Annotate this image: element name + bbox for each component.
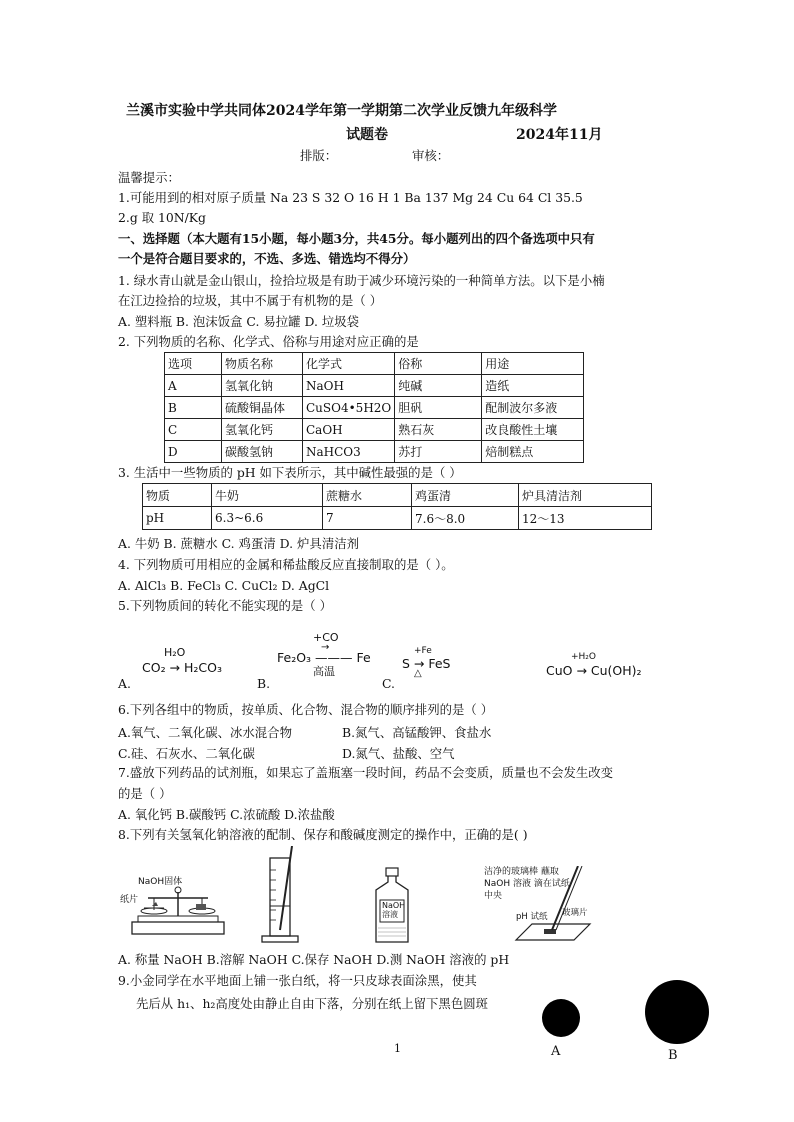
tips-line-1: 1.可能用到的相对原子质量 Na 23 S 32 O 16 H 1 Ba 137 Mg 24 Cu 64 Cl 35.5 <box>118 190 583 205</box>
q5-stem: 5.下列物质间的转化不能实现的是（ ） <box>118 598 333 613</box>
q6-option-c: C.硅、石灰水、二氧化碳 <box>118 746 255 761</box>
table-cell: 改良酸性土壤 <box>482 419 584 441</box>
q4-stem: 4. 下列物质可用相应的金属和稀盐酸反应直接制取的是（ ）。 <box>118 557 454 572</box>
q5-d-equation: CuO → Cu(OH)₂ <box>546 663 642 678</box>
table-cell: 氢氧化钙 <box>222 419 303 441</box>
table-row <box>165 419 584 441</box>
table-cell: 物质名称 <box>222 353 303 375</box>
cylinder-figure <box>258 846 308 946</box>
table-cell: 选项 <box>165 353 222 375</box>
table-cell: 12～13 <box>519 507 652 530</box>
table-row <box>165 353 584 375</box>
table-cell: 造纸 <box>482 375 584 397</box>
page-number: 1 <box>394 1042 401 1055</box>
table-cell: 焙制糕点 <box>482 441 584 463</box>
table-cell: pH <box>143 507 212 530</box>
q5-label-b: B. <box>257 676 271 691</box>
table-row <box>143 507 652 530</box>
spot-a-label: A <box>551 1044 561 1059</box>
q3-options: A. 牛奶 B. 蔗糖水 C. 鸡蛋清 D. 炉具清洁剂 <box>118 536 359 551</box>
table-cell: B <box>165 397 222 419</box>
q6-option-a: A.氧气、二氧化碳、冰水混合物 <box>118 725 292 740</box>
table-cell: 氢氧化钠 <box>222 375 303 397</box>
table-cell: 6.3~6.6 <box>212 507 323 530</box>
fig-d-paper-label: pH 试纸 <box>516 912 548 922</box>
q9-line-1: 9.小金同学在水平地面上铺一张白纸，将一只皮球表面涂黑，使其 <box>118 973 477 988</box>
q5-d-condition: +H₂O <box>571 652 597 662</box>
exam-subtitle: 试题卷 <box>346 127 388 143</box>
q5-c-condition-top: +Fe <box>414 646 432 656</box>
q2-stem: 2. 下列物质的名称、化学式、俗称与用途对应正确的是 <box>118 334 419 349</box>
q8-options: A. 称量 NaOH B.溶解 NaOH C.保存 NaOH D.测 NaOH 溶液的 pH <box>118 952 510 967</box>
exam-title: 兰溪市实验中学共同体2024学年第一学期第二次学业反馈九年级科学 <box>126 103 557 119</box>
table-cell: CuSO4•5H2O <box>303 397 395 419</box>
section-heading-1: 一、选择题（本大题有15小题，每小题3分，共45分。每小题列出的四个备选项中只有 <box>118 231 595 246</box>
table-row <box>165 441 584 463</box>
table-cell: NaOH <box>303 375 395 397</box>
q4-options: A. AlCl₃ B. FeCl₃ C. CuCl₂ D. AgCl <box>118 578 330 593</box>
q5-b-equation: Fe₂O₃ ——— Fe <box>277 650 371 665</box>
q5-c-equation: S → FeS <box>402 656 451 671</box>
typeset-label: 排版： <box>300 148 338 163</box>
table-cell: 苏打 <box>395 441 482 463</box>
fig-a-paper-label: 纸片 <box>120 895 139 905</box>
q5-label-c: C. <box>382 676 395 691</box>
table-row <box>165 397 584 419</box>
q1-line-2: 在江边捡拾的垃圾，其中不属于有机物的是（ ） <box>118 293 383 308</box>
table-cell: 蔗糖水 <box>323 484 412 507</box>
q5-c-condition-bottom: △ <box>414 668 422 679</box>
table-cell: D <box>165 441 222 463</box>
black-spot-b <box>645 980 709 1044</box>
q5-a-equation: CO₂ → H₂CO₃ <box>142 660 222 675</box>
tips-label: 温馨提示： <box>118 170 180 185</box>
q5-label-a: A. <box>118 676 131 691</box>
table-cell: 熟石灰 <box>395 419 482 441</box>
q5-b-condition-top: +CO <box>313 631 339 644</box>
table-cell: 化学式 <box>303 353 395 375</box>
q5-b-arrow: → <box>321 642 330 653</box>
spot-b-label: B <box>668 1048 678 1063</box>
q9-line-2: 先后从 h₁、h₂高度处由静止自由下落，分别在纸上留下黑色圆斑 <box>136 996 488 1011</box>
review-label: 审核： <box>412 148 450 163</box>
table-cell: NaHCO3 <box>303 441 395 463</box>
q6-option-d: D.氮气、盐酸、空气 <box>342 746 455 761</box>
graduated-cylinder-icon <box>258 846 308 946</box>
fig-d-note: 洁净的玻璃棒 蘸取 NaOH 溶液 滴在试纸中央 <box>484 867 570 901</box>
q7-options: A. 氧化钙 B.碳酸钙 C.浓硫酸 D.浓盐酸 <box>118 807 335 822</box>
table-cell: 7.6～8.0 <box>412 507 519 530</box>
table-cell: CaOH <box>303 419 395 441</box>
table-row <box>143 484 652 507</box>
table-cell: 纯碱 <box>395 375 482 397</box>
table-row <box>165 375 584 397</box>
table-cell: 俗称 <box>395 353 482 375</box>
table-cell: 硫酸铜晶体 <box>222 397 303 419</box>
fig-d-glass-label: 玻璃片 <box>562 908 588 918</box>
table-cell: 牛奶 <box>212 484 323 507</box>
table-cell: 胆矾 <box>395 397 482 419</box>
table-cell: 配制波尔多液 <box>482 397 584 419</box>
q5-b-condition-bottom: 高温 <box>313 665 335 678</box>
q2-table <box>164 352 584 463</box>
tips-line-2: 2.g 取 10N/Kg <box>118 210 206 225</box>
fig-c-label: NaOH 溶液 <box>382 901 406 919</box>
table-cell: A <box>165 375 222 397</box>
exam-date: 2024年11月 <box>516 127 603 143</box>
section-heading-2: 一个是符合题目要求的，不选、多选、错选均不得分） <box>118 251 416 266</box>
table-cell: 鸡蛋清 <box>412 484 519 507</box>
q6-stem: 6.下列各组中的物质，按单质、化合物、混合物的顺序排列的是（ ） <box>118 702 494 717</box>
table-cell: 炉具清洁剂 <box>519 484 652 507</box>
table-cell: C <box>165 419 222 441</box>
fig-a-naoh-label: NaOH固体 <box>138 877 183 887</box>
q8-stem: 8.下列有关氢氧化钠溶液的配制、保存和酸碱度测定的操作中，正确的是( ) <box>118 827 528 842</box>
table-cell: 碳酸氢钠 <box>222 441 303 463</box>
q3-stem: 3. 生活中一些物质的 pH 如下表所示，其中碱性最强的是（ ） <box>118 465 462 480</box>
q3-table <box>142 483 652 530</box>
black-spot-a <box>542 999 580 1037</box>
q1-line-1: 1. 绿水青山就是金山银山，捡拾垃圾是有助于减少环境污染的一种简单方法。以下是小楠 <box>118 273 605 288</box>
q7-line-2: 的是（ ） <box>118 786 172 801</box>
table-cell: 用途 <box>482 353 584 375</box>
table-cell: 物质 <box>143 484 212 507</box>
q1-options: A. 塑料瓶 B. 泡沫饭盒 C. 易拉罐 D. 垃圾袋 <box>118 314 359 329</box>
table-cell: 7 <box>323 507 412 530</box>
q6-option-b: B.氮气、高锰酸钾、食盐水 <box>342 725 492 740</box>
q7-line-1: 7.盛放下列药品的试剂瓶，如果忘了盖瓶塞一段时间，药品不会变质，质量也不会发生改变 <box>118 765 614 780</box>
q5-a-condition: H₂O <box>164 646 186 659</box>
